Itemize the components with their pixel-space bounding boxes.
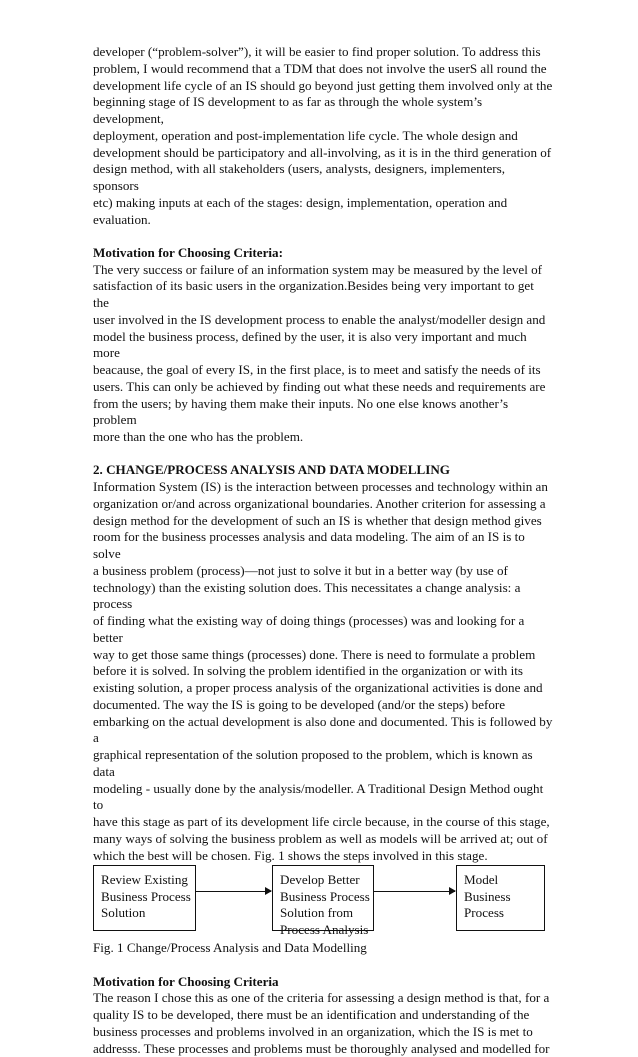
flow-arrow bbox=[374, 891, 455, 892]
model-business-process-box bbox=[456, 865, 545, 931]
figure-caption: Fig. 1 Change/Process Analysis and Data Modelling bbox=[93, 940, 553, 957]
box-text: Solution bbox=[101, 905, 195, 922]
text-line: beacause, the goal of every IS, in the first place, is to meet and satisfy the needs of its bbox=[93, 362, 553, 379]
process-flow-diagram bbox=[93, 865, 553, 931]
text-line: design method for the development of such an IS is whether that design method gives bbox=[93, 513, 553, 530]
text-line: a business problem (process)—not just to solve it but in a better way (by use of bbox=[93, 563, 553, 580]
section-heading: Motivation for Choosing Criteria bbox=[93, 974, 553, 991]
text-line: design method, with all stakeholders (users, analysts, designers, implementers, sponsors bbox=[93, 161, 553, 195]
text-line: many ways of solving the business problem as well as models will be arrived at; out of bbox=[93, 831, 553, 848]
intro-paragraph bbox=[93, 44, 553, 228]
text-line: embarking on the actual development is also done and documented. This is followed by a bbox=[93, 714, 553, 748]
box-text: Solution from bbox=[280, 905, 373, 922]
text-line: model the business process, defined by the user, it is also very important and much more bbox=[93, 329, 553, 363]
text-line: room for the business processes analysis and data modeling. The aim of an IS is to solve bbox=[93, 529, 553, 563]
box-text: Review Existing bbox=[101, 872, 195, 889]
review-existing-process-box bbox=[93, 865, 196, 931]
section-heading: Motivation for Choosing Criteria: bbox=[93, 245, 553, 262]
section-paragraph bbox=[93, 262, 553, 446]
text-line: technology) than the existing solution does. This necessitates a change analysis: a process bbox=[93, 580, 553, 614]
develop-better-process-box bbox=[272, 865, 374, 931]
box-text: Process Analysis bbox=[280, 922, 373, 939]
text-line: which the best will be chosen. Fig. 1 shows the steps involved in this stage. bbox=[93, 848, 553, 865]
box-text: Model bbox=[464, 872, 544, 889]
text-line: way to get those same things (processes) done. There is need to formulate a problem bbox=[93, 647, 553, 664]
box-text: Develop Better bbox=[280, 872, 373, 889]
text-line: The reason I chose this as one of the criteria for assessing a design method is that, for a bbox=[93, 990, 553, 1007]
text-line: documented. The way the IS is going to be developed (and/or the steps) before bbox=[93, 697, 553, 714]
flow-arrow bbox=[196, 891, 271, 892]
text-line: before it is solved. In solving the problem identified in the organization or with its bbox=[93, 663, 553, 680]
text-line: existing solution, a proper process analysis of the organizational activities is done and bbox=[93, 680, 553, 697]
box-text: Business Process bbox=[101, 889, 195, 906]
section-heading: 2. CHANGE/PROCESS ANALYSIS AND DATA MODELLING bbox=[93, 462, 553, 479]
box-text: Business bbox=[464, 889, 544, 906]
text-line: deployment, operation and post-implementation life cycle. The whole design and bbox=[93, 128, 553, 145]
text-line: etc) making inputs at each of the stages: design, implementation, operation and bbox=[93, 195, 553, 212]
text-line: beginning stage of IS development to as far as through the whole system’s development, bbox=[93, 94, 553, 128]
text-line: of finding what the existing way of doing things (processes) was and looking for a better bbox=[93, 613, 553, 647]
text-line: user involved in the IS development process to enable the analyst/modeller design and bbox=[93, 312, 553, 329]
text-line: development life cycle of an IS should go beyond just getting them involved only at the bbox=[93, 78, 553, 95]
text-line: satisfaction of its basic users in the organization.Besides being very important to get the bbox=[93, 278, 553, 312]
text-line: developer (“problem-solver”), it will be easier to find proper solution. To address this bbox=[93, 44, 553, 61]
text-line: organization or/and across organizational boundaries. Another criterion for assessing a bbox=[93, 496, 553, 513]
text-line: have this stage as part of its development life circle because, in the course of this stage, bbox=[93, 814, 553, 831]
box-text: Process bbox=[464, 905, 544, 922]
section-paragraph bbox=[93, 479, 553, 864]
text-line: from the users; by having them make their inputs. No one else knows another’s problem bbox=[93, 396, 553, 430]
text-line: graphical representation of the solution proposed to the problem, which is known as data bbox=[93, 747, 553, 781]
text-line: users. This can only be achieved by finding out what these needs and requirements are bbox=[93, 379, 553, 396]
text-line: more than the one who has the problem. bbox=[93, 429, 553, 446]
text-line: The very success or failure of an information system may be measured by the level of bbox=[93, 262, 553, 279]
box-text: Business Process bbox=[280, 889, 373, 906]
text-line: problem, I would recommend that a TDM that does not involve the userS all round the bbox=[93, 61, 553, 78]
text-line: modeling - usually done by the analysis/modeller. A Traditional Design Method ought to bbox=[93, 781, 553, 815]
text-line: development should be participatory and all-involving, as it is in the third generation of bbox=[93, 145, 553, 162]
document-page bbox=[93, 44, 553, 1057]
text-line: Information System (IS) is the interaction between processes and technology within an bbox=[93, 479, 553, 496]
section-paragraph bbox=[93, 990, 553, 1057]
text-line: business processes and problems involved in an organization, which the IS is met to bbox=[93, 1024, 553, 1041]
text-line: evaluation. bbox=[93, 212, 553, 229]
text-line: addresss. These processes and problems must be thoroughly analysed and modelled for bbox=[93, 1041, 553, 1057]
text-line: quality IS to be developed, there must be an identification and understanding of the bbox=[93, 1007, 553, 1024]
